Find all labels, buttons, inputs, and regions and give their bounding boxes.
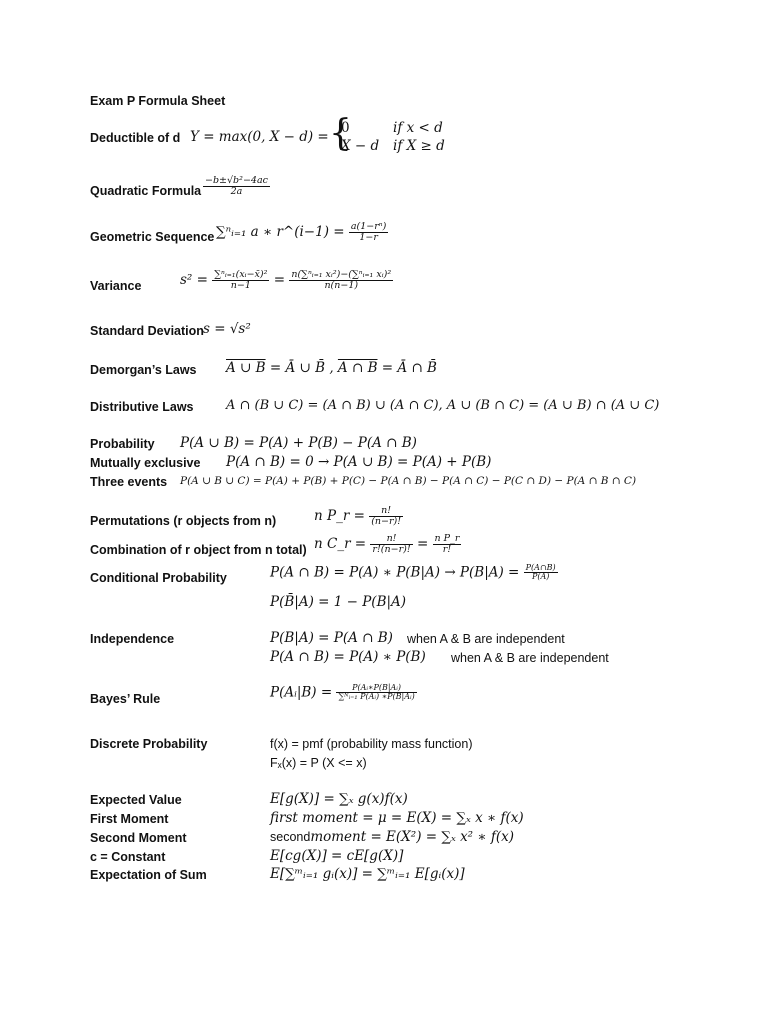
formula-independence-1: P(B|A) = P(A ∩ B) — [270, 630, 393, 646]
discrete-pmf: f(x) = pmf (probability mass function) — [270, 737, 473, 751]
variance-denominator-2: n(n−1) — [324, 279, 359, 291]
formula-independence-2: P(A ∩ B) = P(A) ∗ P(B) — [270, 649, 426, 665]
label-deductible: Deductible of d — [90, 131, 181, 145]
deductible-case1: 0 — [341, 120, 350, 136]
bayes-numerator: P(Aᵢ∗P(B|Aᵢ) — [336, 684, 416, 693]
deductible-cases — [335, 120, 445, 155]
formula-demorgan — [226, 360, 437, 376]
deductible-cond2: if X ≥ d — [393, 137, 445, 154]
label-geometric: Geometric Sequence — [90, 230, 215, 244]
combination-numerator-2: n P_r — [434, 533, 460, 544]
label-mutually-exclusive: Mutually exclusive — [90, 456, 201, 470]
formula-second-moment — [270, 829, 514, 845]
combination-equals: = — [416, 535, 429, 552]
formula-constant: E[cg(X)] = cE[g(X)] — [270, 848, 404, 864]
label-variance: Variance — [90, 279, 142, 293]
formula-distributive: A ∩ (B ∪ C) = (A ∩ B) ∪ (A ∩ C), A ∪ (B ∩ C) = (A ∪ B) ∩ (A ∪ C) — [226, 398, 660, 413]
label-bayes: Bayes’ Rule — [90, 692, 161, 706]
page-title: Exam P Formula Sheet — [90, 94, 226, 108]
formula-expectation-sum: E[∑ᵐᵢ₌₁ gᵢ(x)] = ∑ᵐᵢ₌₁ E[gᵢ(x)] — [270, 866, 465, 882]
label-first-moment: First Moment — [90, 812, 169, 826]
combination-denominator-2: r! — [442, 543, 452, 555]
demorgan-union-bar: A ∪ B — [226, 360, 266, 376]
formula-mutually-exclusive: P(A ∩ B) = 0 → P(A ∪ B) = P(A) + P(B) — [226, 454, 492, 470]
quadratic-numerator: −b±√b²−4ac — [205, 175, 268, 186]
geometric-numerator: a(1−rⁿ) — [350, 221, 387, 232]
variance-numerator-1: ∑ⁿᵢ₌₁(xᵢ−x̄)² — [214, 269, 268, 280]
deductible-lhs: Y = max(0, X − d) = — [190, 129, 329, 146]
formula-first-moment: first moment = μ = E(X) = ∑ₓ x ∗ f(x) — [270, 810, 524, 826]
demorgan-union-rhs: = Ā ∪ B̄ , — [269, 360, 334, 376]
formula-quadratic — [203, 176, 270, 197]
permutations-lhs: n P_r = — [314, 507, 365, 524]
label-combination: Combination of r object from n total) — [90, 543, 307, 557]
demorgan-intersection-rhs: = Ā ∩ B̄ — [381, 360, 437, 376]
formula-combination — [314, 534, 461, 555]
permutations-numerator: n! — [369, 506, 403, 517]
geometric-denominator: 1−r — [359, 231, 378, 243]
formula-conditional — [270, 564, 558, 582]
variance-numerator-2: n(∑ⁿᵢ₌₁ xᵢ²)−(∑ⁿᵢ₌₁ xᵢ)² — [291, 269, 392, 280]
formula-expected-value: E[g(X)] = ∑ₓ g(x)f(x) — [270, 791, 408, 807]
formula-permutations — [314, 506, 403, 527]
variance-equals: = — [273, 271, 286, 288]
bayes-denominator: ∑ᴺᵢ₌₁ P(Aᵢ) ∗P(B|Aᵢ) — [338, 692, 415, 702]
deductible-case2: X − d — [341, 137, 380, 154]
label-demorgan: Demorgan’s Laws — [90, 363, 197, 377]
quadratic-denominator: 2a — [230, 185, 243, 197]
deductible-cond1: if x < d — [393, 120, 443, 136]
label-quadratic: Quadratic Formula — [90, 184, 202, 198]
formula-geometric — [216, 222, 388, 243]
label-probability: Probability — [90, 437, 155, 451]
formula-probability: P(A ∪ B) = P(A) + P(B) − P(A ∩ B) — [180, 435, 417, 451]
combination-denominator-1: r!(n−r)! — [372, 543, 411, 555]
second-moment-rhs: moment = E(X²) = ∑ₓ x² ∗ f(x) — [310, 829, 514, 845]
geometric-lhs: ∑ⁿᵢ₌₁ a ∗ r^(i−1) = — [216, 223, 345, 240]
combination-numerator-1: n! — [370, 534, 412, 545]
label-constant: c = Constant — [90, 850, 166, 864]
demorgan-intersection-bar: A ∩ B — [337, 360, 378, 376]
conditional-numerator: P(A∩B) — [525, 563, 556, 572]
discrete-cdf: Fₓ(x) = P (X <= x) — [270, 756, 367, 770]
independence-note-2: when A & B are independent — [451, 651, 609, 665]
formula-conditional-complement: P(B̄|A) = 1 − P(B|A) — [270, 594, 407, 610]
formula-bayes — [270, 684, 417, 702]
formula-stddev: s = √s² — [203, 321, 251, 337]
label-independence: Independence — [90, 632, 175, 646]
label-conditional: Conditional Probability — [90, 571, 227, 585]
second-moment-word: second — [270, 830, 311, 844]
formula-deductible — [190, 120, 445, 155]
variance-denominator-1: n−1 — [230, 279, 251, 291]
label-second-moment: Second Moment — [90, 831, 187, 845]
formula-three-events: P(A ∪ B ∪ C) = P(A) + P(B) + P(C) − P(A ∩ B) − P(A ∩ C) − P(C ∩ D) − P(A ∩ B ∩ C) — [180, 475, 637, 487]
label-discrete: Discrete Probability — [90, 737, 208, 751]
variance-lhs: s² = — [180, 271, 208, 288]
label-three-events: Three events — [90, 475, 168, 489]
conditional-lhs: P(A ∩ B) = P(A) ∗ P(B|A) → P(B|A) = — [270, 564, 520, 581]
combination-lhs: n C_r = — [314, 535, 367, 552]
label-distributive: Distributive Laws — [90, 400, 194, 414]
label-permutations: Permutations (r objects from n) — [90, 514, 277, 528]
conditional-denominator: P(A) — [531, 572, 550, 582]
permutations-denominator: (n−r)! — [371, 515, 402, 527]
independence-note-1: when A & B are independent — [407, 632, 565, 646]
label-expectation-sum: Expectation of Sum — [90, 868, 207, 882]
formula-variance — [180, 270, 393, 291]
bayes-lhs: P(Aᵢ|B) = — [270, 684, 333, 701]
label-expected-value: Expected Value — [90, 793, 182, 807]
label-stddev: Standard Deviation — [90, 324, 204, 338]
